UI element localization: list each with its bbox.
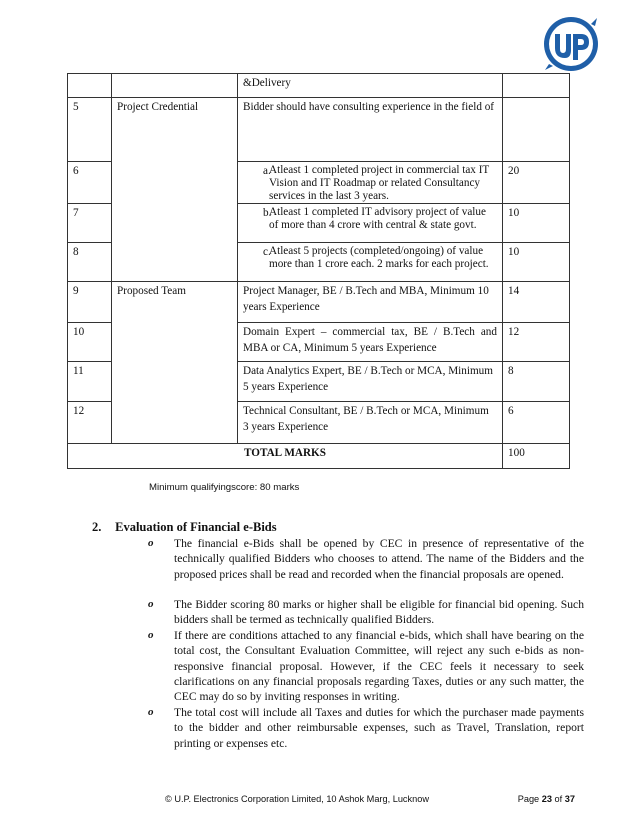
marks-cell: 12 bbox=[503, 323, 570, 362]
bullet-text: If there are conditions attached to any financial e-bids, which shall have bearing on the total cost, the Consultant Evaluation Committee, will reject any such e-bids as non-responsive financial proposal. However, if the CEC feels it necessary to seek clarifications on any financial proposals regarding Taxes, duties or any such matter, the CEC may do so by inviting responses in writing. bbox=[174, 629, 584, 704]
total-label: TOTAL MARKS bbox=[68, 444, 503, 469]
table-row bbox=[68, 74, 570, 98]
row-number: 10 bbox=[68, 323, 112, 362]
row-number: 5 bbox=[68, 98, 112, 162]
marks-cell: 14 bbox=[503, 282, 570, 323]
marks-cell: 10 bbox=[503, 204, 570, 243]
marks-cell: 8 bbox=[503, 362, 570, 402]
description-cell: Project Manager, BE / B.Tech and MBA, Minimum 10 years Experience bbox=[238, 282, 503, 323]
evaluation-criteria-table bbox=[67, 73, 570, 469]
item-letter: b. bbox=[263, 207, 272, 219]
footer-copyright: © U.P. Electronics Corporation Limited, 10 Ashok Marg, Lucknow bbox=[165, 794, 429, 804]
row-number: 11 bbox=[68, 362, 112, 402]
section-heading bbox=[92, 520, 277, 535]
bullet-marker: o bbox=[148, 629, 154, 641]
description-cell: Technical Consultant, BE / B.Tech or MCA, Minimum 3 years Experience bbox=[238, 402, 503, 444]
row-number: 6 bbox=[68, 162, 112, 204]
minimum-score-note: Minimum qualifyingscore: 80 marks bbox=[149, 482, 300, 493]
description-cell bbox=[238, 243, 503, 282]
description-cell: Bidder should have consulting experience in the field of bbox=[238, 98, 503, 162]
item-letter: a. bbox=[263, 165, 271, 177]
bullet-marker: o bbox=[148, 537, 154, 549]
row-number: 7 bbox=[68, 204, 112, 243]
bullet-text: The total cost will include all Taxes and duties for which the purchaser made payments to the bidder and other reimbursable expenses, such as Travel, Translation, report printing or expenses etc. bbox=[174, 706, 584, 750]
marks-cell: 6 bbox=[503, 402, 570, 444]
row-number: 8 bbox=[68, 243, 112, 282]
item-text: Atleast 1 completed IT advisory project of value of more than 4 crore with central & state govt. bbox=[269, 206, 486, 231]
marks-cell: 10 bbox=[503, 243, 570, 282]
description-cell: Data Analytics Expert, BE / B.Tech or MCA, Minimum 5 years Experience bbox=[238, 362, 503, 402]
page-number: Page 23 of 37 bbox=[517, 794, 575, 804]
description-cell bbox=[238, 162, 503, 204]
bullet-text: The Bidder scoring 80 marks or higher shall be eligible for financial bid opening. Such bidders shall be termed as technically qualified Bidders. bbox=[174, 598, 584, 627]
current-page: 23 bbox=[541, 794, 552, 804]
criteria-cell: Proposed Team bbox=[112, 282, 238, 444]
item-text: Atleast 5 projects (completed/ongoing) of value more than 1 crore each. 2 marks for each project. bbox=[269, 245, 489, 270]
bullet-text: The financial e-Bids shall be opened by CEC in presence of representative of the technically qualified Bidders who chooses to attend. The name of the Bidders and the proposed prices shall be read and recorded when the financial proposals are opened. bbox=[174, 537, 584, 581]
bullet-marker: o bbox=[148, 598, 154, 610]
section-title: Evaluation of Financial e-Bids bbox=[115, 520, 277, 534]
list-item bbox=[148, 597, 584, 628]
description-cell bbox=[238, 204, 503, 243]
row-number: 9 bbox=[68, 282, 112, 323]
section-number: 2. bbox=[92, 520, 102, 534]
up-electronics-logo bbox=[541, 14, 601, 74]
total-pages: 37 bbox=[564, 794, 575, 804]
table-row bbox=[68, 282, 570, 323]
list-item bbox=[148, 705, 584, 751]
marks-cell: 20 bbox=[503, 162, 570, 204]
criteria-cell: Project Credential bbox=[112, 98, 238, 282]
item-text: Atleast 1 completed project in commercial tax IT Vision and IT Roadmap or related Consultancy services in the last 3 years. bbox=[269, 164, 490, 202]
total-row bbox=[68, 444, 570, 469]
list-item bbox=[148, 628, 584, 704]
row-number: 12 bbox=[68, 402, 112, 444]
bullet-marker: o bbox=[148, 706, 154, 718]
list-item bbox=[148, 536, 584, 582]
table-row bbox=[68, 98, 570, 162]
description-cell: Domain Expert – commercial tax, BE / B.Tech and MBA or CA, Minimum 5 years Experience bbox=[238, 323, 503, 362]
table-cell: &Delivery bbox=[238, 74, 503, 98]
total-value: 100 bbox=[503, 444, 570, 469]
item-letter: c. bbox=[263, 246, 271, 258]
marks-cell bbox=[503, 98, 570, 162]
